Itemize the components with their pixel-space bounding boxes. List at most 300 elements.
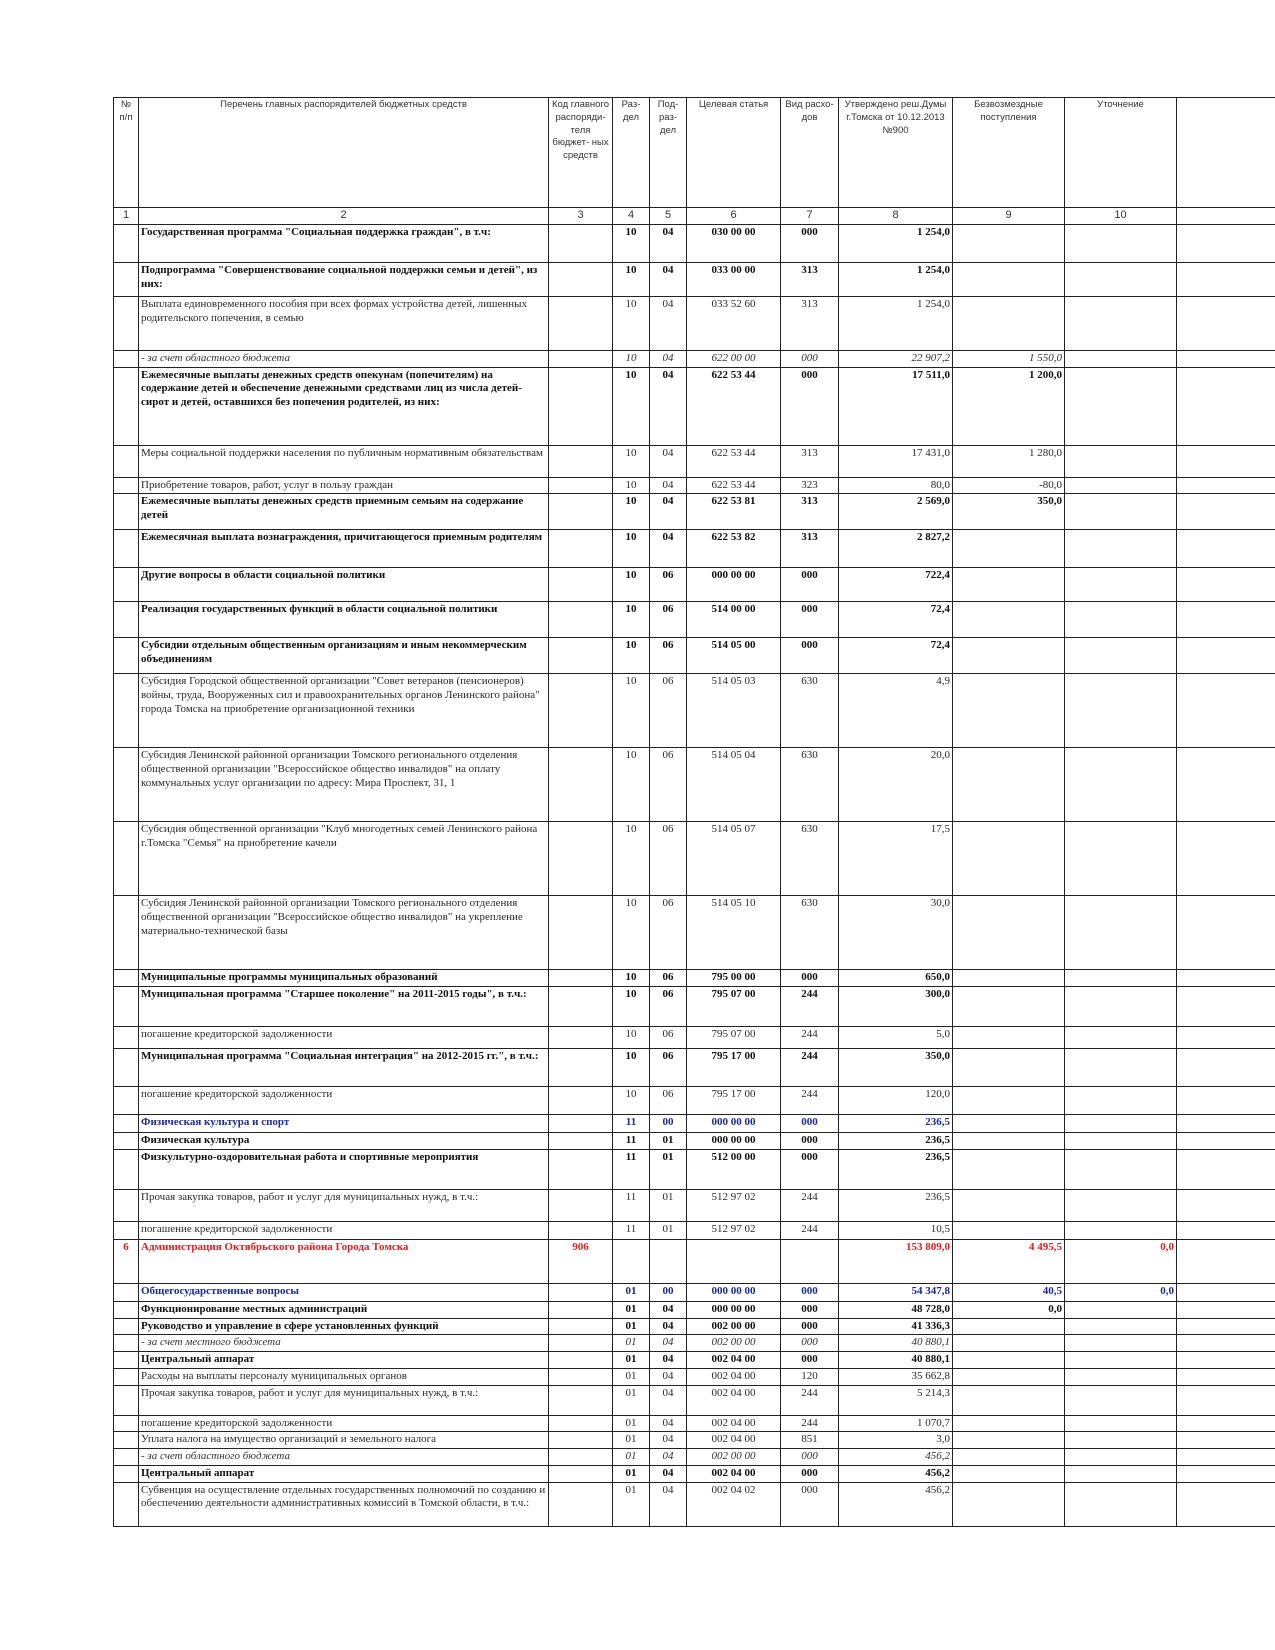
- row-podrazdel: 04: [650, 296, 687, 350]
- col-header-approved: Утверждено реш.Думы г.Томска от 10.12.2013 №900: [839, 98, 953, 208]
- row-vid: 313: [781, 296, 839, 350]
- row-code: [549, 1432, 613, 1449]
- table-row: [114, 1087, 1275, 1115]
- col-header-article: Целевая статья: [687, 98, 781, 208]
- row-razdel: 10: [613, 350, 650, 367]
- row-razdel: 10: [613, 638, 650, 674]
- row-approved: 236,5: [839, 1189, 953, 1221]
- row-number: [114, 1368, 139, 1385]
- row-free: [953, 1087, 1065, 1115]
- row-clarification: [1065, 822, 1177, 896]
- row-article: 514 05 10: [687, 896, 781, 970]
- row-podrazdel: 04: [650, 1301, 687, 1318]
- row-article: 002 00 00: [687, 1335, 781, 1352]
- row-name: Функционирование местных администраций: [139, 1301, 549, 1318]
- table-row: [114, 970, 1275, 987]
- row-extra: [1177, 1449, 1275, 1466]
- row-code: [549, 1482, 613, 1526]
- row-number: [114, 1221, 139, 1239]
- table-row: [114, 674, 1275, 748]
- row-code: [549, 262, 613, 296]
- row-vid: 630: [781, 748, 839, 822]
- row-number: [114, 1318, 139, 1335]
- row-number: [114, 367, 139, 445]
- row-name: Прочая закупка товаров, работ и услуг для муниципальных нужд, в т.ч.:: [139, 1385, 549, 1415]
- col-number: 10: [1065, 208, 1177, 225]
- row-article: 622 53 81: [687, 494, 781, 530]
- row-vid: 000: [781, 224, 839, 262]
- row-number: [114, 1415, 139, 1432]
- header-row: [114, 98, 1275, 208]
- row-code: [549, 674, 613, 748]
- row-code: [549, 1318, 613, 1335]
- table-row: [114, 1283, 1275, 1301]
- col-number: 4: [613, 208, 650, 225]
- row-code: [549, 350, 613, 367]
- row-approved: 236,5: [839, 1133, 953, 1150]
- row-free: [953, 1482, 1065, 1526]
- row-name: Муниципальная программа "Социальная интеграция" на 2012-2015 гг.", в т.ч.:: [139, 1049, 549, 1087]
- row-article: 000 00 00: [687, 1115, 781, 1133]
- row-approved: 17,5: [839, 822, 953, 896]
- table-row: [114, 822, 1275, 896]
- table-row: [114, 1027, 1275, 1049]
- row-clarification: [1065, 350, 1177, 367]
- row-number: [114, 1027, 139, 1049]
- col-number: 2: [139, 208, 549, 225]
- row-name: Уплата налога на имущество организаций и земельного налога: [139, 1432, 549, 1449]
- row-razdel: 01: [613, 1415, 650, 1432]
- row-razdel: 11: [613, 1189, 650, 1221]
- row-article: 514 00 00: [687, 602, 781, 638]
- row-podrazdel: [650, 1239, 687, 1283]
- col-header-num: № п/п: [114, 98, 139, 208]
- row-podrazdel: 06: [650, 822, 687, 896]
- row-extra: [1177, 1352, 1275, 1369]
- row-razdel: 11: [613, 1149, 650, 1189]
- row-name: Руководство и управление в сфере установленных функций: [139, 1318, 549, 1335]
- row-extra: [1177, 748, 1275, 822]
- row-free: [953, 1368, 1065, 1385]
- row-number: [114, 1283, 139, 1301]
- row-code: [549, 1221, 613, 1239]
- row-razdel: 01: [613, 1301, 650, 1318]
- row-razdel: 10: [613, 748, 650, 822]
- col-number: 1: [114, 208, 139, 225]
- row-extra: [1177, 602, 1275, 638]
- row-name: Ежемесячные выплаты денежных средств приемным семьям на содержание детей: [139, 494, 549, 530]
- row-free: [953, 1115, 1065, 1133]
- row-approved: 72,4: [839, 638, 953, 674]
- table-row: [114, 1449, 1275, 1466]
- row-article: 795 17 00: [687, 1049, 781, 1087]
- row-vid: 313: [781, 262, 839, 296]
- row-podrazdel: 06: [650, 987, 687, 1027]
- row-extra: [1177, 1049, 1275, 1087]
- row-podrazdel: 06: [650, 568, 687, 602]
- row-vid: 000: [781, 568, 839, 602]
- row-article: 622 53 82: [687, 530, 781, 568]
- row-name: Субсидия Городской общественной организации "Совет ветеранов (пенсионеров) войны, труда, Вооруженных сил и правоохранительных органов Ленинского района" города Томска на приобретение организационной техники: [139, 674, 549, 748]
- table-row: [114, 638, 1275, 674]
- row-clarification: [1065, 262, 1177, 296]
- row-number: [114, 1465, 139, 1482]
- row-free: [953, 896, 1065, 970]
- row-podrazdel: 06: [650, 674, 687, 748]
- row-code: [549, 1087, 613, 1115]
- row-extra: [1177, 1149, 1275, 1189]
- col-number: 7: [781, 208, 839, 225]
- row-article: 795 00 00: [687, 970, 781, 987]
- row-free: [953, 568, 1065, 602]
- row-number: [114, 224, 139, 262]
- table-row: [114, 1352, 1275, 1369]
- row-podrazdel: 06: [650, 748, 687, 822]
- row-article: 002 04 00: [687, 1432, 781, 1449]
- row-clarification: [1065, 674, 1177, 748]
- row-code: [549, 568, 613, 602]
- row-number: [114, 1301, 139, 1318]
- row-code: [549, 748, 613, 822]
- row-razdel: 11: [613, 1221, 650, 1239]
- row-number: [114, 530, 139, 568]
- row-name: Физкультурно-оздоровительная работа и спортивные мероприятия: [139, 1149, 549, 1189]
- row-name: Физическая культура: [139, 1133, 549, 1150]
- row-code: [549, 970, 613, 987]
- row-name: Центральный аппарат: [139, 1352, 549, 1369]
- row-vid: 000: [781, 638, 839, 674]
- row-podrazdel: 04: [650, 445, 687, 477]
- row-vid: 000: [781, 1283, 839, 1301]
- row-article: 622 53 44: [687, 445, 781, 477]
- row-approved: 40 880,1: [839, 1335, 953, 1352]
- row-vid: 244: [781, 1189, 839, 1221]
- row-extra: [1177, 1239, 1275, 1283]
- row-article: 002 00 00: [687, 1449, 781, 1466]
- row-number: [114, 1189, 139, 1221]
- column-number-row: [114, 208, 1275, 225]
- row-approved: 20,0: [839, 748, 953, 822]
- row-razdel: 01: [613, 1432, 650, 1449]
- row-vid: 000: [781, 1465, 839, 1482]
- row-razdel: 01: [613, 1482, 650, 1526]
- row-razdel: 10: [613, 674, 650, 748]
- row-name: Субсидия Ленинской районной организации Томского регионального отделения общественной организации "Всероссийское общество инвалидов" на укрепление материально-технической базы: [139, 896, 549, 970]
- row-podrazdel: 06: [650, 1087, 687, 1115]
- table-row: [114, 1239, 1275, 1283]
- row-number: [114, 1115, 139, 1133]
- row-approved: 48 728,0: [839, 1301, 953, 1318]
- row-number: [114, 350, 139, 367]
- row-code: [549, 896, 613, 970]
- row-name: - за счет областного бюджета: [139, 1449, 549, 1466]
- row-clarification: [1065, 602, 1177, 638]
- row-podrazdel: 06: [650, 1049, 687, 1087]
- row-clarification: [1065, 748, 1177, 822]
- row-razdel: 10: [613, 477, 650, 494]
- row-name: Меры социальной поддержки населения по публичным нормативным обязательствам: [139, 445, 549, 477]
- row-extra: [1177, 1368, 1275, 1385]
- table-row: [114, 987, 1275, 1027]
- row-code: [549, 296, 613, 350]
- row-razdel: 10: [613, 530, 650, 568]
- row-razdel: 11: [613, 1115, 650, 1133]
- row-name: Реализация государственных функций в области социальной политики: [139, 602, 549, 638]
- row-article: 512 97 02: [687, 1221, 781, 1239]
- row-podrazdel: 06: [650, 602, 687, 638]
- row-code: [549, 1133, 613, 1150]
- row-extra: [1177, 494, 1275, 530]
- row-free: 1 550,0: [953, 350, 1065, 367]
- row-extra: [1177, 367, 1275, 445]
- row-code: [549, 224, 613, 262]
- row-razdel: 01: [613, 1318, 650, 1335]
- table-row: [114, 1368, 1275, 1385]
- row-code: [549, 1385, 613, 1415]
- row-clarification: [1065, 1027, 1177, 1049]
- row-article: 622 00 00: [687, 350, 781, 367]
- row-free: [953, 1415, 1065, 1432]
- row-clarification: [1065, 1415, 1177, 1432]
- row-name: Прочая закупка товаров, работ и услуг для муниципальных нужд, в т.ч.:: [139, 1189, 549, 1221]
- table-row: [114, 1335, 1275, 1352]
- row-code: [549, 1115, 613, 1133]
- row-razdel: 10: [613, 987, 650, 1027]
- row-clarification: [1065, 1335, 1177, 1352]
- row-article: 000 00 00: [687, 1133, 781, 1150]
- row-code: [549, 602, 613, 638]
- row-vid: 630: [781, 674, 839, 748]
- row-free: [953, 262, 1065, 296]
- row-vid: 000: [781, 1149, 839, 1189]
- row-code: [549, 1189, 613, 1221]
- row-name: погашение кредиторской задолженности: [139, 1087, 549, 1115]
- row-clarification: [1065, 970, 1177, 987]
- table-row: [114, 568, 1275, 602]
- col-header-podrazdel: Под- раз- дел: [650, 98, 687, 208]
- row-article: 514 05 03: [687, 674, 781, 748]
- row-approved: 4,9: [839, 674, 953, 748]
- row-approved: 2 569,0: [839, 494, 953, 530]
- row-extra: [1177, 987, 1275, 1027]
- table-row: [114, 1301, 1275, 1318]
- row-article: 000 00 00: [687, 1283, 781, 1301]
- row-name: Ежемесячная выплата вознаграждения, причитающегося приемным родителям: [139, 530, 549, 568]
- row-extra: [1177, 530, 1275, 568]
- row-name: Расходы на выплаты персоналу муниципальных органов: [139, 1368, 549, 1385]
- row-vid: 313: [781, 530, 839, 568]
- row-clarification: [1065, 494, 1177, 530]
- row-free: [953, 1189, 1065, 1221]
- row-approved: 10,5: [839, 1221, 953, 1239]
- row-approved: 153 809,0: [839, 1239, 953, 1283]
- row-free: [953, 987, 1065, 1027]
- row-vid: 244: [781, 1049, 839, 1087]
- row-razdel: 10: [613, 1027, 650, 1049]
- row-extra: [1177, 445, 1275, 477]
- row-clarification: [1065, 1087, 1177, 1115]
- row-number: [114, 987, 139, 1027]
- row-vid: 000: [781, 970, 839, 987]
- row-name: Администрация Октябрьского района Города Томска: [139, 1239, 549, 1283]
- row-razdel: 10: [613, 367, 650, 445]
- row-vid: 120: [781, 1368, 839, 1385]
- row-code: [549, 1352, 613, 1369]
- row-number: [114, 1087, 139, 1115]
- row-name: Ежемесячные выплаты денежных средств опекунам (попечителям) на содержание детей и обеспечение денежными средствами лиц из числа детей-сирот и детей, оставшихся без попечения родителей, из них:: [139, 367, 549, 445]
- row-article: 512 97 02: [687, 1189, 781, 1221]
- row-number: [114, 1432, 139, 1449]
- table-row: [114, 224, 1275, 262]
- row-free: [953, 1432, 1065, 1449]
- row-code: [549, 494, 613, 530]
- table-row: [114, 1482, 1275, 1526]
- col-header-vid: Вид расхо- дов: [781, 98, 839, 208]
- row-podrazdel: 04: [650, 1482, 687, 1526]
- row-code: [549, 987, 613, 1027]
- row-name: Субсидия общественной организации "Клуб многодетных семей Ленинского района г.Томска "Семья" на приобретение качели: [139, 822, 549, 896]
- col-header-name: Перечень главных распорядителей бюджетных средств: [139, 98, 549, 208]
- row-name: Общегосударственные вопросы: [139, 1283, 549, 1301]
- row-free: [953, 1133, 1065, 1150]
- row-clarification: [1065, 1221, 1177, 1239]
- row-extra: [1177, 477, 1275, 494]
- row-number: [114, 1482, 139, 1526]
- row-razdel: 01: [613, 1368, 650, 1385]
- row-number: [114, 296, 139, 350]
- row-article: 002 04 00: [687, 1385, 781, 1415]
- row-free: [953, 1352, 1065, 1369]
- row-name: Выплата единовременного пособия при всех формах устройства детей, лишенных родительского попечения, в семью: [139, 296, 549, 350]
- row-vid: 000: [781, 1449, 839, 1466]
- row-free: [953, 224, 1065, 262]
- table-row: [114, 262, 1275, 296]
- row-approved: 80,0: [839, 477, 953, 494]
- row-approved: 17 511,0: [839, 367, 953, 445]
- col-header-code: Код главного распоряди- теля бюджет- ных средств: [549, 98, 613, 208]
- row-number: [114, 896, 139, 970]
- row-approved: 1 254,0: [839, 296, 953, 350]
- row-free: 1 280,0: [953, 445, 1065, 477]
- row-clarification: [1065, 638, 1177, 674]
- row-razdel: 10: [613, 822, 650, 896]
- row-vid: 000: [781, 1482, 839, 1526]
- row-podrazdel: 00: [650, 1283, 687, 1301]
- row-article: 795 17 00: [687, 1087, 781, 1115]
- row-clarification: [1065, 477, 1177, 494]
- row-podrazdel: 06: [650, 1027, 687, 1049]
- row-approved: 40 880,1: [839, 1352, 953, 1369]
- row-name: - за счет местного бюджета: [139, 1335, 549, 1352]
- row-article: 514 05 04: [687, 748, 781, 822]
- row-name: Центральный аппарат: [139, 1465, 549, 1482]
- row-article: 000 00 00: [687, 1301, 781, 1318]
- row-approved: 456,2: [839, 1482, 953, 1526]
- row-approved: 456,2: [839, 1465, 953, 1482]
- row-extra: [1177, 638, 1275, 674]
- row-name: Государственная программа "Социальная поддержка граждан", в т.ч:: [139, 224, 549, 262]
- row-free: [953, 674, 1065, 748]
- row-clarification: [1065, 224, 1177, 262]
- row-podrazdel: 01: [650, 1149, 687, 1189]
- row-code: [549, 1301, 613, 1318]
- row-free: 40,5: [953, 1283, 1065, 1301]
- row-number: [114, 1335, 139, 1352]
- row-podrazdel: 04: [650, 224, 687, 262]
- table-row: [114, 445, 1275, 477]
- row-podrazdel: 04: [650, 262, 687, 296]
- row-vid: 244: [781, 1415, 839, 1432]
- row-free: [953, 1335, 1065, 1352]
- row-code: [549, 1368, 613, 1385]
- row-clarification: [1065, 1352, 1177, 1369]
- row-article: 622 53 44: [687, 367, 781, 445]
- row-approved: 54 347,8: [839, 1283, 953, 1301]
- row-extra: [1177, 1027, 1275, 1049]
- row-razdel: 10: [613, 602, 650, 638]
- row-free: [953, 1449, 1065, 1466]
- row-free: [953, 1465, 1065, 1482]
- row-number: [114, 494, 139, 530]
- row-code: [549, 822, 613, 896]
- col-number: 5: [650, 208, 687, 225]
- table-row: [114, 1049, 1275, 1087]
- row-approved: 5,0: [839, 1027, 953, 1049]
- row-number: [114, 1352, 139, 1369]
- table-row: [114, 1133, 1275, 1150]
- row-free: 350,0: [953, 494, 1065, 530]
- table-row: [114, 1149, 1275, 1189]
- row-podrazdel: 04: [650, 1432, 687, 1449]
- row-clarification: [1065, 1385, 1177, 1415]
- row-extra: [1177, 896, 1275, 970]
- row-clarification: 0,0: [1065, 1239, 1177, 1283]
- row-article: 795 07 00: [687, 987, 781, 1027]
- row-vid: 000: [781, 1335, 839, 1352]
- row-free: [953, 1027, 1065, 1049]
- row-extra: [1177, 1087, 1275, 1115]
- row-podrazdel: 01: [650, 1189, 687, 1221]
- row-article: 002 04 00: [687, 1415, 781, 1432]
- row-approved: 1 254,0: [839, 224, 953, 262]
- row-podrazdel: 04: [650, 494, 687, 530]
- row-razdel: 10: [613, 568, 650, 602]
- row-code: [549, 530, 613, 568]
- table-row: [114, 296, 1275, 350]
- row-number: 6: [114, 1239, 139, 1283]
- table-row: [114, 1115, 1275, 1133]
- row-name: Субсидия Ленинской районной организации Томского регионального отделения общественной организации "Всероссийское общество инвалидов" на оплату коммунальных услуг организации по адресу: Мира Проспект, 31, 1: [139, 748, 549, 822]
- row-extra: [1177, 1221, 1275, 1239]
- row-article: 622 53 44: [687, 477, 781, 494]
- row-number: [114, 822, 139, 896]
- row-clarification: [1065, 1049, 1177, 1087]
- row-article: 795 07 00: [687, 1027, 781, 1049]
- row-approved: 1 070,7: [839, 1415, 953, 1432]
- row-approved: 236,5: [839, 1115, 953, 1133]
- budget-rows: [114, 224, 1275, 1526]
- row-razdel: 10: [613, 970, 650, 987]
- row-extra: [1177, 262, 1275, 296]
- row-clarification: [1065, 1189, 1177, 1221]
- row-clarification: [1065, 1449, 1177, 1466]
- row-number: [114, 477, 139, 494]
- row-approved: 456,2: [839, 1449, 953, 1466]
- row-free: [953, 748, 1065, 822]
- row-podrazdel: 06: [650, 896, 687, 970]
- row-name: погашение кредиторской задолженности: [139, 1027, 549, 1049]
- row-vid: 630: [781, 822, 839, 896]
